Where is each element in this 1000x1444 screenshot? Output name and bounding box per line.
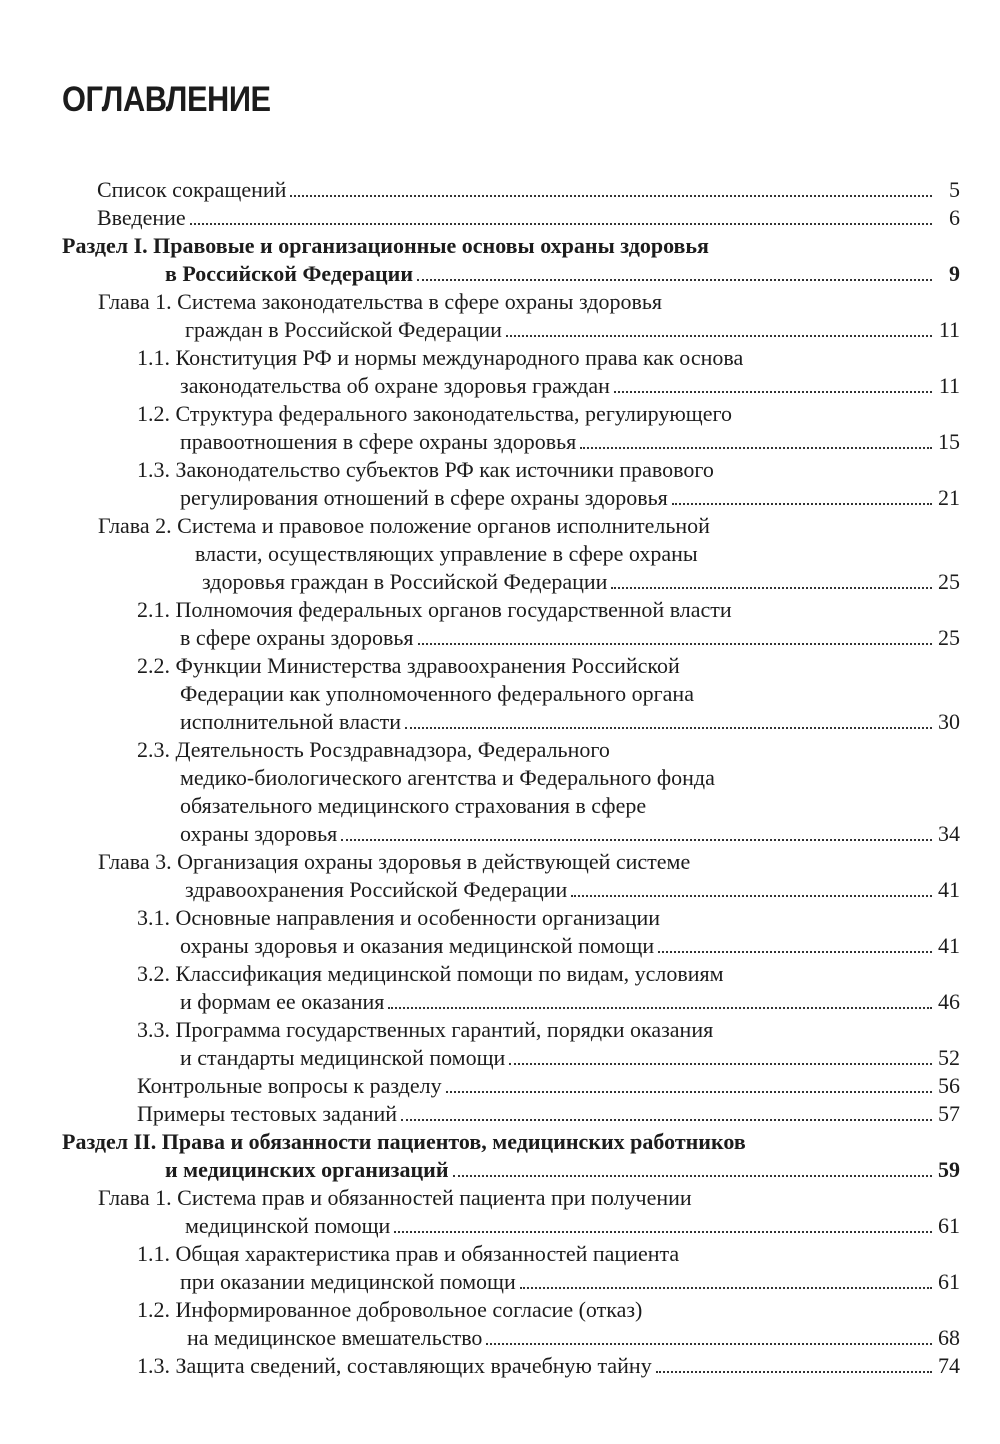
toc-entry[interactable] xyxy=(0,400,1000,456)
toc-entry-text: обязательного медицинского страхования в сфере xyxy=(180,793,647,818)
dot-leader xyxy=(401,1118,932,1121)
toc-entry[interactable] xyxy=(0,512,1000,596)
toc-entry[interactable] xyxy=(0,1100,1000,1128)
dot-leader xyxy=(418,642,932,645)
toc-page-number: 61 xyxy=(938,1213,960,1238)
toc-entry-text: и формам ее оказания xyxy=(180,989,385,1014)
toc-entry[interactable] xyxy=(0,848,1000,904)
toc-entry[interactable] xyxy=(0,232,1000,288)
toc-entry-text: 3.1. Основные направления и особенности организации xyxy=(137,905,661,930)
toc-entry-text: охраны здоровья и оказания медицинской помощи xyxy=(180,933,655,958)
toc-entry-text: Раздел I. Правовые и организационные основы охраны здоровья xyxy=(62,233,709,258)
dot-leader xyxy=(509,1062,932,1065)
toc-page-number: 59 xyxy=(938,1157,960,1182)
toc-page-number: 52 xyxy=(938,1045,960,1070)
toc-entry-text: 1.3. Защита сведений, составляющих врачебную тайну xyxy=(137,1353,652,1378)
toc-page-number: 61 xyxy=(938,1269,960,1294)
toc-entry-text: Глава 3. Организация охраны здоровья в действующей системе xyxy=(98,849,691,874)
toc-entry[interactable] xyxy=(0,1296,1000,1352)
toc-entry[interactable] xyxy=(0,1184,1000,1240)
dot-leader xyxy=(520,1286,932,1289)
toc-entry[interactable] xyxy=(0,652,1000,736)
dot-leader xyxy=(611,586,932,589)
toc-entry-text: правоотношения в сфере охраны здоровья xyxy=(180,429,577,454)
toc-page-number: 41 xyxy=(938,877,960,902)
dot-leader xyxy=(453,1174,932,1177)
dot-leader xyxy=(394,1230,932,1233)
toc-entry-text: в Российской Федерации xyxy=(165,261,414,286)
dot-leader xyxy=(405,726,932,729)
toc-entry-text: охраны здоровья xyxy=(180,821,338,846)
toc-entry[interactable] xyxy=(0,204,1000,232)
toc-page-number: 11 xyxy=(938,373,960,398)
toc-entry[interactable] xyxy=(0,1352,1000,1380)
toc-entry[interactable] xyxy=(0,1016,1000,1072)
toc-entry-text: Раздел II. Права и обязанности пациентов, медицинских работников xyxy=(62,1129,746,1154)
toc-entry[interactable] xyxy=(0,736,1000,848)
toc-page-number: 15 xyxy=(938,429,960,454)
dot-leader xyxy=(190,222,932,225)
dot-leader xyxy=(506,334,932,337)
toc-entry-text: Примеры тестовых заданий xyxy=(137,1101,398,1126)
dot-leader xyxy=(388,1006,932,1009)
toc-page-number: 46 xyxy=(938,989,960,1014)
toc-entry-text: 3.3. Программа государственных гарантий, порядки оказания xyxy=(137,1017,714,1042)
dot-leader xyxy=(658,950,932,953)
toc-entry-text: 2.1. Полномочия федеральных органов государственной власти xyxy=(137,597,732,622)
toc-page-number: 30 xyxy=(938,709,960,734)
toc-entry-text: и медицинских организаций xyxy=(165,1157,449,1182)
toc-entry[interactable] xyxy=(0,904,1000,960)
dot-leader xyxy=(580,446,932,449)
page-title: ОГЛАВЛЕНИЕ xyxy=(62,80,271,119)
toc-entry[interactable] xyxy=(0,1072,1000,1100)
toc-entry-text: при оказании медицинской помощи xyxy=(180,1269,516,1294)
toc-entry-text: здравоохранения Российской Федерации xyxy=(185,877,568,902)
toc-page-number: 9 xyxy=(949,261,960,286)
toc-entry-text: Контрольные вопросы к разделу xyxy=(137,1073,442,1098)
toc-entry-text: 1.2. Структура федерального законодательства, регулирующего xyxy=(137,401,732,426)
toc-entry-text: исполнительной власти xyxy=(180,709,401,734)
dot-leader xyxy=(614,390,932,393)
dot-leader xyxy=(341,838,932,841)
toc-entry-text: медицинской помощи xyxy=(185,1213,391,1238)
toc-page-number: 21 xyxy=(938,485,960,510)
toc-entry-text: Федерации как уполномоченного федерального органа xyxy=(180,681,694,706)
dot-leader xyxy=(656,1370,932,1373)
toc-page-number: 56 xyxy=(938,1073,960,1098)
toc-entry-text: Глава 2. Система и правовое положение органов исполнительной xyxy=(98,513,710,538)
toc-entry[interactable] xyxy=(0,1240,1000,1296)
toc-entry-text: медико-биологического агентства и Федерального фонда xyxy=(180,765,715,790)
toc-entry-text: Глава 1. Система законодательства в сфере охраны здоровья xyxy=(98,289,662,314)
toc-entry[interactable] xyxy=(0,288,1000,344)
toc-entry-text: 2.2. Функции Министерства здравоохранения Российской xyxy=(137,653,680,678)
toc-entry-text: Введение xyxy=(97,205,186,230)
toc-entry[interactable] xyxy=(0,176,1000,204)
toc-entry[interactable] xyxy=(0,456,1000,512)
toc-entry-text: на медицинское вмешательство xyxy=(187,1325,483,1350)
toc-entry-text: и стандарты медицинской помощи xyxy=(180,1045,506,1070)
dot-leader xyxy=(486,1342,932,1345)
dot-leader xyxy=(446,1090,932,1093)
toc-page-number: 57 xyxy=(938,1101,960,1126)
toc-page-number: 25 xyxy=(938,625,960,650)
toc-page-number: 25 xyxy=(938,569,960,594)
toc-entry-text: 1.3. Законодательство субъектов РФ как источники правового xyxy=(137,457,714,482)
toc-entry-text: 1.2. Информированное добровольное согласие (отказ) xyxy=(137,1297,643,1322)
toc-entry-text: Глава 1. Система прав и обязанностей пациента при получении xyxy=(98,1185,692,1210)
table-of-contents xyxy=(0,176,1000,1380)
toc-entry-text: законодательства об охране здоровья граждан xyxy=(180,373,610,398)
toc-entry-text: Список сокращений xyxy=(97,177,287,202)
toc-entry-text: власти, осуществляющих управление в сфере охраны xyxy=(195,541,698,566)
toc-page-number: 41 xyxy=(938,933,960,958)
toc-entry-text: 1.1. Общая характеристика прав и обязанностей пациента xyxy=(137,1241,680,1266)
toc-entry-text: в сфере охраны здоровья xyxy=(180,625,414,650)
toc-entry-text: 1.1. Конституция РФ и нормы международного права как основа xyxy=(137,345,744,370)
toc-entry[interactable] xyxy=(0,960,1000,1016)
toc-entry[interactable] xyxy=(0,1128,1000,1184)
toc-page-number: 5 xyxy=(949,177,960,202)
toc-entry[interactable] xyxy=(0,596,1000,652)
toc-entry-text: регулирования отношений в сфере охраны здоровья xyxy=(180,485,668,510)
toc-entry-text: 3.2. Классификация медицинской помощи по видам, условиям xyxy=(137,961,724,986)
dot-leader xyxy=(290,194,932,197)
toc-page-number: 11 xyxy=(938,317,960,342)
toc-entry[interactable] xyxy=(0,344,1000,400)
dot-leader xyxy=(672,502,932,505)
toc-page-number: 34 xyxy=(938,821,960,846)
dot-leader xyxy=(417,278,932,281)
dot-leader xyxy=(571,894,932,897)
toc-page-number: 74 xyxy=(938,1353,960,1378)
toc-entry-text: здоровья граждан в Российской Федерации xyxy=(202,569,608,594)
toc-entry-text: граждан в Российской Федерации xyxy=(185,317,502,342)
toc-page-number: 6 xyxy=(949,205,960,230)
toc-page-number: 68 xyxy=(938,1325,960,1350)
toc-entry-text: 2.3. Деятельность Росздравнадзора, Федерального xyxy=(137,737,610,762)
